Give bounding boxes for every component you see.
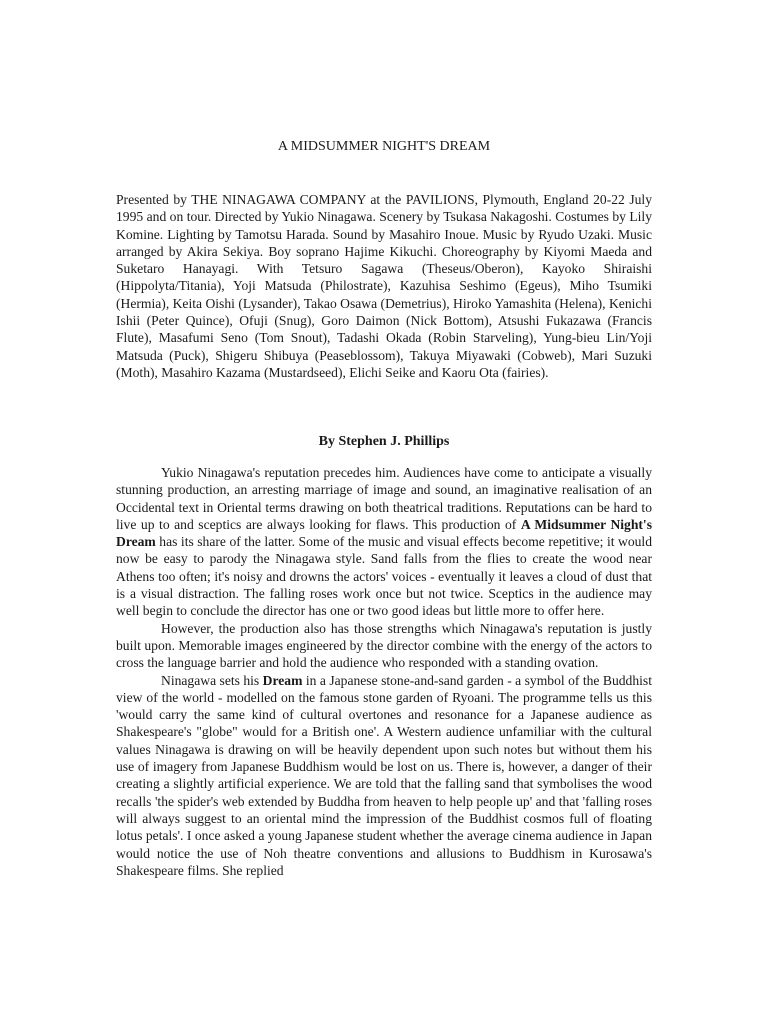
document-title: A MIDSUMMER NIGHT'S DREAM: [277, 139, 491, 154]
play-title-emphasis: A Midsummer Night's Dream: [116, 516, 652, 550]
paragraph-2: However, the production also has those strengths which Ninagawa's reputation is justly built upon. Memorable images engineered by the director combine with the energy of the actors to cross the language barrier and hold the audience who responded with a standing ovation.: [116, 620, 652, 671]
author-byline: By Stephen J. Phillips: [318, 434, 450, 449]
paragraph-3-text-a: Ninagawa sets his: [161, 672, 263, 688]
review-body: [116, 464, 652, 879]
dream-emphasis: Dream: [262, 672, 303, 688]
paragraph-1-text-b: has its share of the latter. Some of the music and visual effects become repetitive; it would now be easy to parody the Ninagawa style. Sand falls from the flies to create the wood near Athens too often; it's noisy and drowns the actors' voices - eventually it leaves a cloud of dust that is a visual distraction. The falling roses work once but not twice. Sceptics in the audience may well begin to conclude the director has one or two good ideas but little more to offer here.: [116, 534, 652, 619]
production-credits: Presented by THE NINAGAWA COMPANY at the PAVILIONS, Plymouth, England 20-22 July 1995 and on tour. Directed by Yukio Ninagawa. Scenery by Tsukasa Nakagoshi. Costumes by Lily Komine. Lighting by Tamotsu Harada. Sound by Masahiro Inoue. Music by Ryudo Uzaki. Music arranged by Akira Sekiya. Boy soprano Hajime Kikuchi. Choreography by Kiyomi Maeda and Suketaro Hanayagi. With Tetsuro Sagawa (Theseus/Oberon), Kayoko Shiraishi (Hippolyta/Titania), Yoji Matsuda (Philostrate), Kazuhisa Seshimo (Egeus), Miho Tsumiki (Hermia), Keita Oishi (Lysander), Takao Osawa (Demetrius), Hiroko Yamashita (Helena), Kenichi Ishii (Peter Quince), Ofuji (Snug), Goro Daimon (Nick Bottom), Atsushi Fukazawa (Francis Flute), Masafumi Seno (Tom Snout), Tadashi Okada (Robin Starveling), Yung-bieu Lin/Yoji Matsuda (Puck), Shigeru Shibuya (Peaseblossom), Takuya Miyawaki (Cobweb), Mari Suzuki (Moth), Masahiro Kazama (Mustardseed), Elichi Seike and Kaoru Ota (fairies).: [116, 192, 652, 380]
paragraph-3: [116, 672, 652, 880]
paragraph-3-text-b: in a Japanese stone-and-sand garden - a symbol of the Buddhist view of the world - modelled on the famous stone garden of Ryoani. The programme tells us this 'would carry the same kind of cultural overtones and resonance for a Japanese audience as Shakespeare's "globe" would for a British one'. A Western audience unfamiliar with the cultural values Ninagawa is drawing on will be heavily dependent upon such notes but without them his use of imagery from Japanese Buddhism would be lost on us. There is, however, a danger of their creating a slightly artificial experience. We are told that the falling sand that symbolises the wood recalls 'the spider's web extended by Buddha from heaven to help people up' and that 'falling roses will always suggest to an oriental mind the impression of the Buddhist cosmos full of floating lotus petals'. I once asked a young Japanese student whether the average cinema audience in Japan would notice the use of Noh theatre conventions and allusions to Buddhism in Kurosawa's Shakespeare films. She replied: [116, 672, 652, 878]
paragraph-1: [116, 464, 652, 620]
paragraph-1-text-a: Yukio Ninagawa's reputation precedes him. Audiences have come to anticipate a visually stunning production, an arresting marriage of image and sound, an imaginative realisation of an Occidental text in Oriental terms drawing on both theatrical traditions. Reputations can be hard to live up to and sceptics are always looking for flaws. This production of: [116, 465, 652, 532]
